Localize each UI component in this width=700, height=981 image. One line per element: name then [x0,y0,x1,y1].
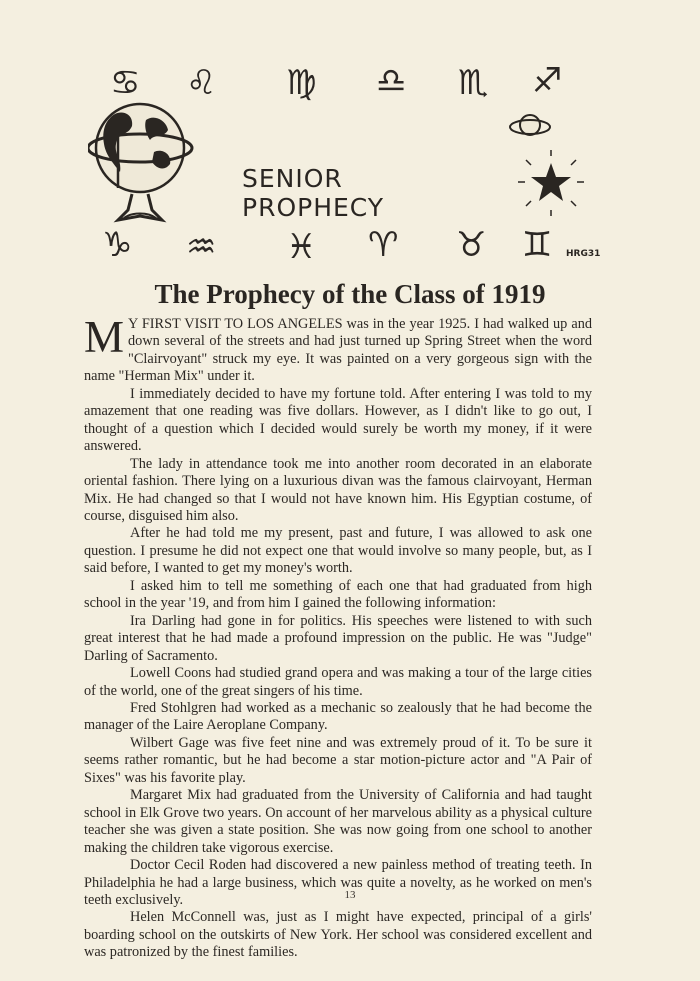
aries-icon: ♈ [368,225,399,265]
paragraph: Lowell Coons had studied grand opera and was making a tour of the large cities of the world, one of the great singers of his time. [84,665,592,699]
paragraph: Doctor Cecil Roden had discovered a new painless method of treating teeth. In Philadelphia he had a large business, which was quite a novelty, as he worked on men's teeth exclusively. [84,857,592,908]
paragraph: Wilbert Gage was five feet nine and was extremely proud of it. To be sure it seems rather romantic, but he had become a star motion-picture actor and "A Pair of Sixes" was his favorite play. [84,734,592,786]
page-number: 13 [344,889,356,901]
artist-signature: HRG31 [566,249,601,259]
leo-icon: ♌ [186,63,217,103]
globe-icon [88,98,198,228]
paragraph: After he had told me my present, past and future, I was allowed to ask one question. I presume he did not expect one that would involve so many people, but, as I said before, I wanted to get my money's worth. [84,525,592,577]
article-title: The Prophecy of the Class of 1919 [154,279,546,309]
virgo-icon: ♍ [286,63,317,103]
star-icon [516,148,586,218]
paragraph: M Y FIRST VISIT TO LOS ANGELES was in the year 1925. I had walked up and down several of the streets and had just turned up Spring Street when the word "Clairvoyant" struck my eye. It was painted on a very gorgeous sign with the name "Herman Mix" under it. [84,312,592,385]
paragraph: Margaret Mix had graduated from the University of California and had taught school in Elk Grove two years. On account of her marvelous ability as a physical culture teacher she was given a state position. She was now going from one school to another making the children take vigorous exercise. [84,787,592,856]
libra-icon: ♎ [376,61,407,101]
pisces-icon: ♓ [286,227,317,267]
banner-title: SENIOR PROPHECY [242,163,385,222]
aquarius-icon: ♒ [186,227,217,267]
paragraph: I immediately decided to have my fortune told. After entering I was told to my amazement that one reading was five dollars. However, as I didn't like to go out, I thought of a question which I decided would surely be worth my money, if it were answered. [84,385,592,455]
capricorn-icon: ♑ [102,225,133,265]
paragraph: I asked him to tell me something of each one that had graduated from high school in the year '19, and from him I gained the following information: [84,577,592,612]
sagittarius-icon: ♐ [532,61,563,101]
taurus-icon: ♉ [456,225,487,265]
scorpio-icon: ♏ [458,63,489,103]
senior-prophecy-banner [80,58,620,278]
paragraph: The lady in attendance took me into another room decorated in an elaborate oriental fashion. There lying on a luxurious divan was the famous clairvoyant, Herman Mix. He had changed so that I would not have known him. His Egyptian costume, of course, disguised him also. [84,455,592,524]
gemini-icon: ♊ [522,225,553,265]
article-body [84,312,592,962]
cancer-icon: ♋ [110,63,141,103]
paragraph: Ira Darling had gone in for politics. His speeches were listened to with such great interest that he had made a profound impression on the public. He was "Judge" Darling of Sacramento. [84,612,592,664]
paragraph: Fred Stohlgren had worked as a mechanic so zealously that he had become the manager of the Laire Aeroplane Company. [84,699,592,734]
saturn-icon [508,108,552,142]
drop-cap: M [84,312,125,362]
paragraph: Helen McConnell was, just as I might have expected, principal of a girls' boarding school on the outskirts of New York. Her school was considered excellent and was patronized by the finest families. [84,909,592,961]
